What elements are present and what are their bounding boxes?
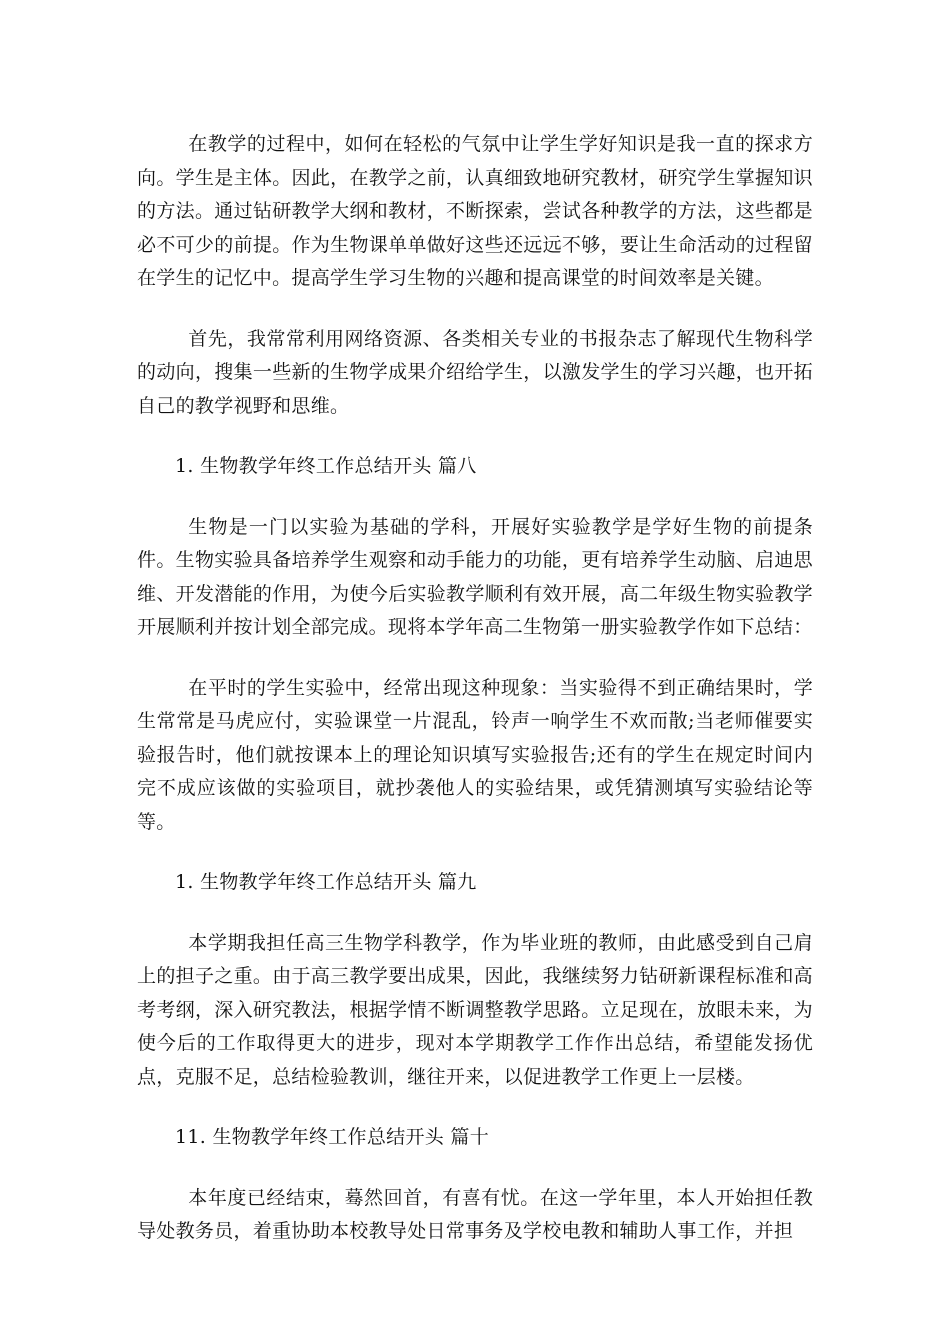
paragraph-first-method: 首先，我常常利用网络资源、各类相关专业的书报杂志了解现代生物科学的动向，搜集一些新的生物学成果介绍给学生，以激发学生的学习兴趣，也开拓自己的教学视野和思维。 [137, 327, 813, 417]
section-heading-part-10: 11. 生物教学年终工作总结开头 篇十 [175, 1126, 489, 1148]
paragraph-senior-teaching: 本学期我担任高三生物学科教学，作为毕业班的教师，由此感受到自己肩上的担子之重。由于高三教学要出成果，因此，我继续努力钻研新课程标准和高考考纲，深入研究教法，根据学情不断调整教学思路。立足现在，放眼未来，为使今后的工作取得更大的进步，现对本学期教学工作作出总结，希望能发扬优点，克服不足，总结检验教训，继往开来，以促进教学工作更上一层楼。 [137, 931, 813, 1088]
section-heading-part-9: 1. 生物教学年终工作总结开头 篇九 [175, 871, 477, 893]
paragraph-experiment-basis: 生物是一门以实验为基础的学科，开展好实验教学是学好生物的前提条件。生物实验具备培养学生观察和动手能力的功能，更有培养学生动脑、启迪思维、开发潜能的作用，为使今后实验教学顺利有效开展，高二年级生物实验教学开展顺利并按计划全部完成。现将本学年高二生物第一册实验教学作如下总结： [137, 515, 813, 638]
paragraph-teaching-process: 在教学的过程中，如何在轻松的气氛中让学生学好知识是我一直的探求方向。学生是主体。因此，在教学之前，认真细致地研究教材，研究学生掌握知识的方法。通过钻研教学大纲和教材，不断探索，尝试各种教学的方法，这些都是必不可少的前提。作为生物课单单做好这些还远远不够，要让生命活动的过程留在学生的记忆中。提高学生学习生物的兴趣和提高课堂的时间效率是关键。 [137, 133, 813, 289]
section-heading-part-8: 1. 生物教学年终工作总结开头 篇八 [175, 455, 477, 477]
paragraph-student-experiment: 在平时的学生实验中，经常出现这种现象：当实验得不到正确结果时，学生常常是马虎应付，实验课堂一片混乱，铃声一响学生不欢而散;当老师催要实验报告时，他们就按课本上的理论知识填写实验报告;还有的学生在规定时间内完不成应该做的实验项目，就抄袭他人的实验结果，或凭猜测填写实验结论等等。 [137, 676, 813, 833]
document-body [137, 128, 813, 1276]
paragraph-year-review: 本年度已经结束，蓦然回首，有喜有忧。在这一学年里，本人开始担任教导处教务员，着重协助本校教导处日常事务及学校电教和辅助人事工作，并担 [137, 1186, 813, 1242]
